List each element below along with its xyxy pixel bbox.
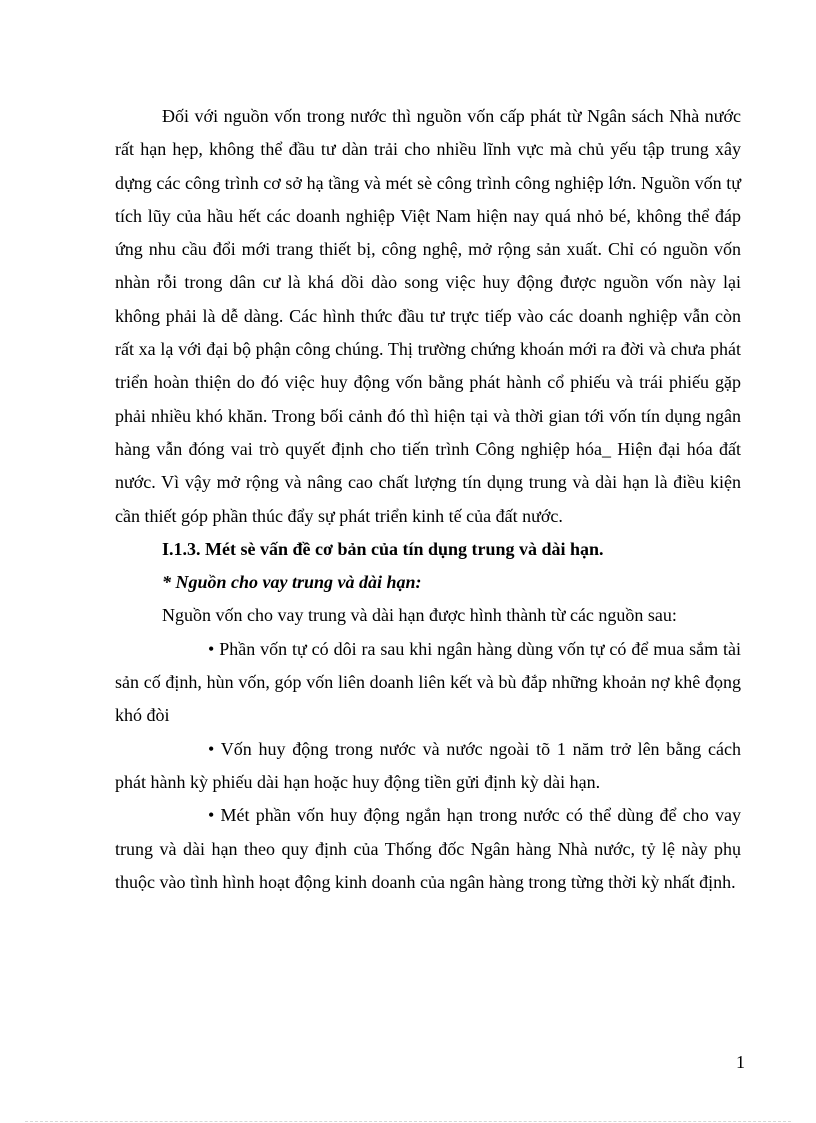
document-body bbox=[115, 100, 741, 899]
body-paragraph: Đối với nguồn vốn trong nước thì nguồn vốn cấp phát từ Ngân sách Nhà nước rất hạn hẹp, không thể đầu tư dàn trải cho nhiều lĩnh vực mà chủ yếu tập trung xây dựng các công trình cơ sở hạ tầng và mét sè công trình công nghiệp lớn. Nguồn vốn tự tích lũy của hầu hết các doanh nghiệp Việt Nam hiện nay quá nhỏ bé, không thể đáp ứng nhu cầu đổi mới trang thiết bị, công nghệ, mở rộng sản xuất. Chỉ có nguồn vốn nhàn rỗi trong dân cư là khá dồi dào song việc huy động được nguồn vốn này lại không phải là dễ dàng. Các hình thức đầu tư trực tiếp vào các doanh nghiệp vẫn còn rất xa lạ với đại bộ phận công chúng. Thị trường chứng khoán mới ra đời và chưa phát triển hoàn thiện do đó việc huy động vốn bằng phát hành cổ phiếu và trái phiếu gặp phải nhiều khó khăn. Trong bối cảnh đó thì hiện tại và thời gian tới vốn tín dụng ngân hàng vẫn đóng vai trò quyết định cho tiến trình Công nghiệp hóa_ Hiện đại hóa đất nước. Vì vậy mở rộng và nâng cao chất lượng tín dụng trung và dài hạn là điều kiện cần thiết góp phần thúc đẩy sự phát triển kinh tế của đất nước. bbox=[115, 106, 741, 526]
intro-paragraph: Nguồn vốn cho vay trung và dài hạn được hình thành từ các nguồn sau: bbox=[162, 605, 677, 626]
bullet-item: • Phần vốn tự có dôi ra sau khi ngân hàng dùng vốn tự có để mua sắm tài sản cố định, hùn vốn, góp vốn liên doanh liên kết và bù đắp những khoản nợ khê đọng khó đòi bbox=[115, 638, 741, 726]
page-bottom-divider bbox=[25, 1121, 791, 1122]
bullet-item: • Vốn huy động trong nước và nước ngoài tõ 1 năm trở lên bằng cách phát hành kỳ phiếu dài hạn hoặc huy động tiền gửi định kỳ dài hạn. bbox=[115, 738, 741, 792]
page-number: 1 bbox=[736, 1052, 745, 1072]
section-heading: I.1.3. Mét sè vấn đề cơ bản của tín dụng trung và dài hạn. bbox=[162, 538, 604, 559]
bullet-item: • Mét phần vốn huy động ngắn hạn trong nước có thể dùng để cho vay trung và dài hạn theo quy định của Thống đốc Ngân hàng Nhà nước, tỷ lệ này phụ thuộc vào tình hình hoạt động kinh doanh của ngân hàng trong từng thời kỳ nhất định. bbox=[115, 805, 741, 892]
sub-heading: * Nguồn cho vay trung và dài hạn: bbox=[162, 572, 422, 593]
